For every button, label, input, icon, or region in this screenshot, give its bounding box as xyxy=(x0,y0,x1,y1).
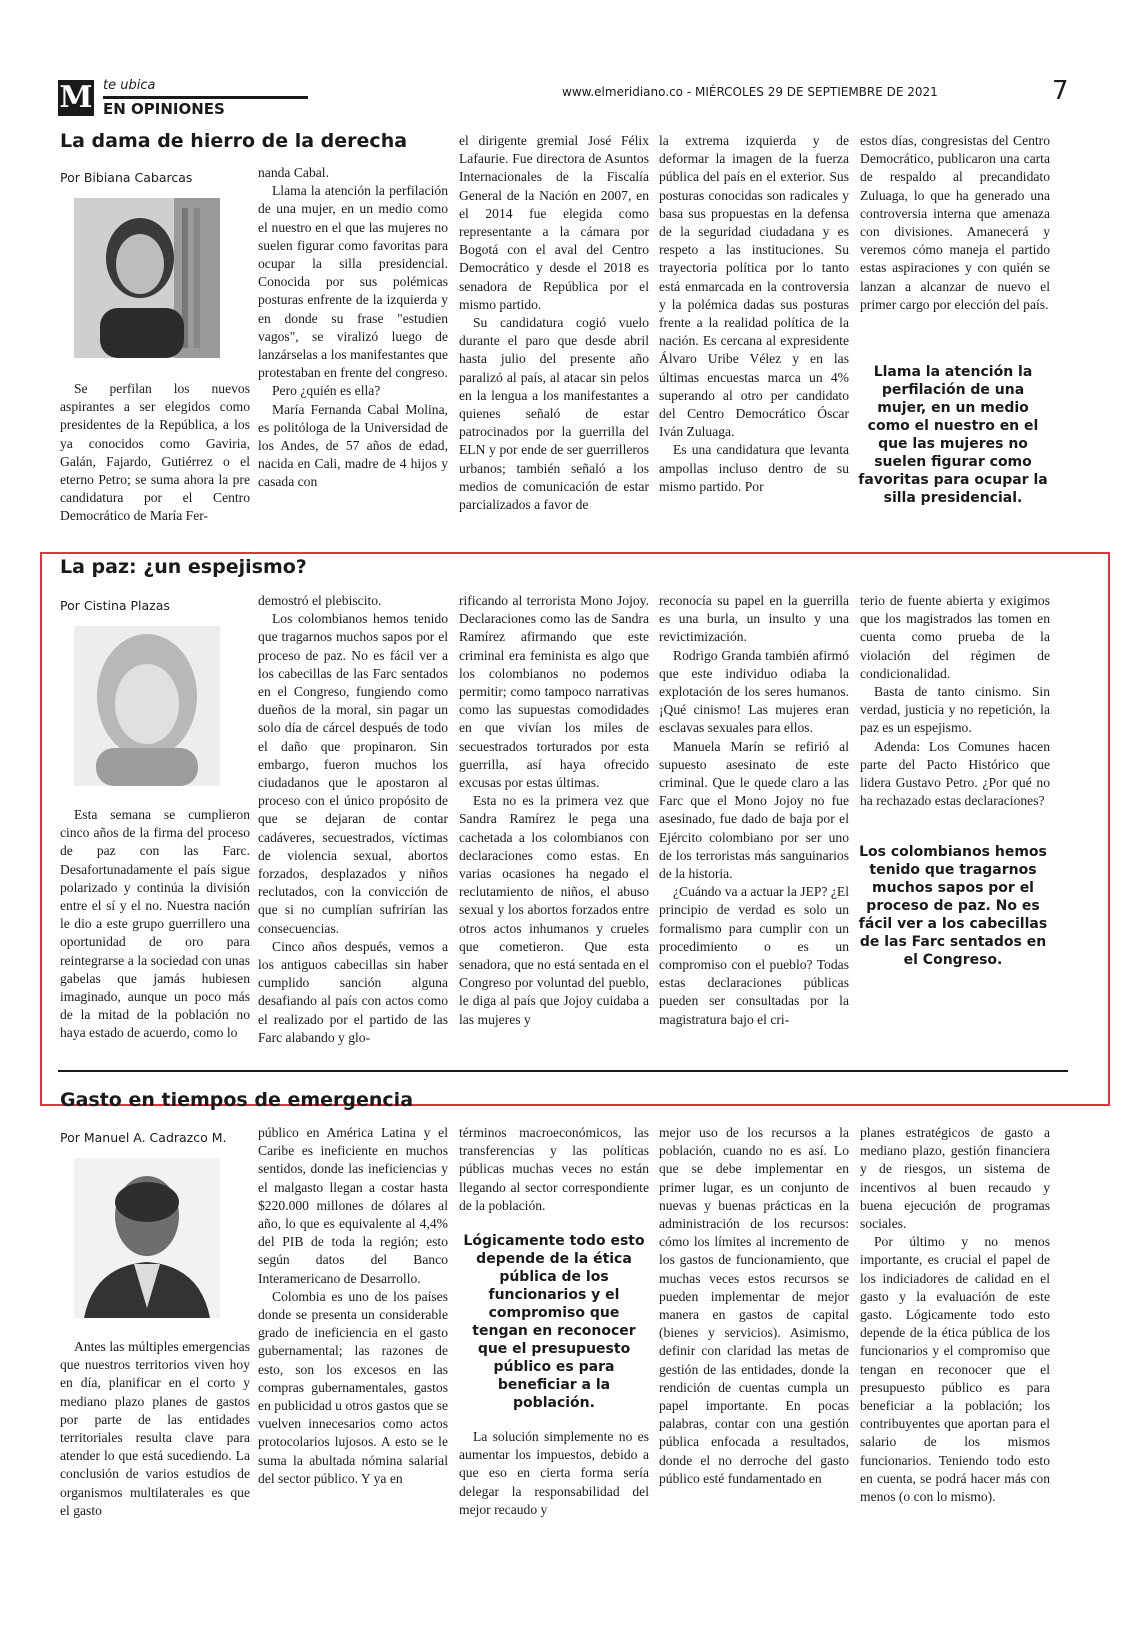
paragraph: mejor uso de los recursos a la población, cuando no es así. Lo que se debe implementar en primer lugar, es un conjunto de nuevas y buenas prácticas en la administración de los recursos: cómo los límites al incremento de los gastos de funcionamiento, que muchas veces estos recursos se pueden implementar de mejor manera en gastos de capital (bienes y servicios). Asimismo, definir con claridad las metas de gestión de las entidades, donde la rendición de cuentas cumpla un papel importante. En pocas palabras, contar con una gestión pública enfocada a resultados, donde el no derroche del gasto público esté fundamentado en xyxy=(659,1125,849,1486)
paragraph: Su candidatura cogió vuelo durante el paro que desde abril hasta julio del presente año paralizó al país, al atacar sin pelos en la lengua a los manifestantes a quienes señaló de estar patrocinados por la guerrilla del ELN y por ende de ser guerrilleros urbanos; también señaló a los medios de comunicación de estar parcializados a favor de xyxy=(459,315,649,513)
paragraph: Llama la atención la perfilación de una mujer, en un medio como el nuestro en el que las mujeres no suelen figurar como favoritas para ocupar la silla presidencial. Conocida por sus polémicas posturas enfrente de la izquierda y en donde su frase "estudien vagos", se viralizó luego de lanzárselas a los manifestantes que protestaban en frente del congreso. xyxy=(258,183,448,381)
page-number: 7 xyxy=(1052,76,1069,106)
paragraph: Colombia es uno de los países donde se presenta un considerable grado de ineficiencia en el gasto gubernamental; las razones de esto, son los excesos en las compras gubernamentales, gastos en publicidad u otros gastos que se vuelven innecesarios como actos protocolarios lujosos. A esto se le suma la abultada nómina salarial del sector público. Y ya en xyxy=(258,1288,448,1486)
article-title: La dama de hierro de la derecha xyxy=(60,130,408,152)
paragraph: María Fernanda Cabal Molina, es politóloga de la Universidad de los Andes, de 57 años de edad, nacida en Cali, madre de 4 hijos y casada con xyxy=(258,401,448,490)
paragraph: Esta no es la primera vez que Sandra Ramírez le pega una cachetada a los colombianos con declaraciones como estas. En varias ocasiones ha negado el reclutamiento de niños, el abuso sexual y los abortos forzados entre otros actos inhumanos y crueles que cometieron. Que esta senadora, que no está sentada en el Congreso por voluntad del pueblo, le diga al país que Jojoy cuidaba a las mujeres y xyxy=(459,793,649,1027)
paragraph: Pero ¿quién es ella? xyxy=(272,383,381,399)
pull-quote: Llama la atención la perfilación de una mujer, en un medio como el nuestro en el que las mujeres no suelen figurar como favoritas para ocupar la silla presidencial. xyxy=(858,364,1048,506)
article-column xyxy=(60,806,250,1043)
paragraph: Esta semana se cumplieron cinco años de la firma del proceso de paz con las Farc. Desafortunadamente el país sigue polarizado y continúa la división entre el sí y el no. Nuestra nación le dio a este grupo guerrillero una oportunidad de oro para reintegrarse a la sociedad con unas gabelas que jamás hubiesen imaginado, aunque un poco más de la mitad de la población no haya estado de acuerdo, como lo xyxy=(60,807,250,1041)
section-name: EN OPINIONES xyxy=(103,100,225,118)
article-byline: Por Manuel A. Cadrazco M. xyxy=(60,1130,227,1145)
paragraph: Los colombianos hemos tenido que tragarnos muchos sapos por el proceso de paz. No es fácil ver a los cabecillas de las Farc sentados en el Congreso, fungiendo como dueños de la moral, sin pagar un solo día de cárcel después de todo el daño que propinaron. Sin embargo, fueron muchos los ciudadanos que le apostaron al proceso con el único propósito de que se dejaran de contar cadáveres, secuestrados, víctimas de violencia sexual, abortos forzados, desplazados y niños reclutados, con la convicción de que si no cumplían sufrirían las consecuencias. xyxy=(258,611,448,936)
header-meta: www.elmeridiano.co - MIÉRCOLES 29 DE SEPTIEMBRE DE 2021 xyxy=(562,85,938,99)
logo: M xyxy=(59,80,93,115)
article-column xyxy=(659,592,849,1029)
paragraph: planes estratégicos de gasto a mediano plazo, gestión financiera y de riesgos, un sistema de incentivos al buen recaudo y buena ejecución de programas sociales. xyxy=(860,1125,1050,1232)
paragraph: ¿Cuándo va a actuar la JEP? ¿El principio de verdad es solo un formalismo para cumplir con un procedimiento o es un compromiso con el pueblo? Todas estas declaraciones públicas pueden ser consultadas por la magistratura bajo el cri- xyxy=(659,884,849,1027)
article-column xyxy=(459,1428,649,1519)
paragraph: La solución simplemente no es aumentar los impuestos, debido a que eso en cierta forma sería delegar la responsabilidad del mejor recaudo y xyxy=(459,1429,649,1517)
header-rule xyxy=(103,96,308,99)
article-column xyxy=(659,1124,849,1488)
article-column xyxy=(860,132,1050,314)
section-rule xyxy=(58,1070,1068,1072)
paragraph: demostró el plebiscito. xyxy=(258,593,382,608)
pull-quote: Lógicamente todo esto depende de la ética pública de los funcionarios y el compromiso que tengan en reconocer que el presupuesto público es para beneficiar a la población. xyxy=(463,1233,645,1411)
paragraph: Basta de tanto cinismo. Sin verdad, justicia y no repetición, la paz es un espejismo. xyxy=(860,684,1050,736)
article-column xyxy=(459,132,649,514)
paragraph: público en América Latina y el Caribe es ineficiente en muchos sentidos, donde las ineficiencias y el malgasto llegan a costar hasta $220.000 millones de dólares al año, lo que es equivalente al 4,4% del PIB de toda la región; esto según datos del Banco Interamericano de Desarrollo. xyxy=(258,1125,448,1286)
author-photo xyxy=(74,1158,220,1318)
article-column xyxy=(659,132,849,496)
paragraph: Rodrigo Granda también afirmó que este individuo odiaba la explotación de los seres humanos. ¡Qué cinismo! Las mujeres eran esclavas sexuales para ellos. xyxy=(659,647,849,736)
article-column xyxy=(459,1124,649,1215)
paragraph: Es una candidatura que levanta ampollas incluso dentro de su mismo partido. Por xyxy=(659,442,849,494)
article-column xyxy=(258,164,448,492)
paragraph: Manuela Marín se refirió al supuesto asesinato de este criminal. Que le quede claro a las Farc que el Mono Jojoy no fue asesinado, fue dado de baja por el Ejército colombiano por ser uno de los terroristas más sanguinarios de la historia. xyxy=(659,738,849,882)
article-column xyxy=(60,1338,250,1520)
paragraph: el dirigente gremial José Félix Lafaurie. Fue directora de Asuntos Internacionales de la Fiscalía General de la Nación en 2007, en el 2014 fue elegida como representante a la cámara por Bogotá con el aval del Centro Democrático y desde el 2018 es senadora de República por el mismo partido. xyxy=(459,133,649,312)
article-column xyxy=(258,1124,448,1488)
paragraph: Se perfilan los nuevos aspirantes a ser elegidos como presidentes de la República, a los ya conocidos como Gaviria, Galán, Fajardo, Gutiérrez o el eterno Petro; se suma ahora la pre candidatura por el Centro Democrático de María Fer- xyxy=(60,381,250,524)
article-column xyxy=(258,592,448,1047)
paragraph: términos macroeconómicos, las transferencias y las políticas públicas muchas veces no están llegando al sector correspondiente de la población. xyxy=(459,1125,649,1213)
paragraph: reconocía su papel en la guerrilla es una burla, un insulto y una revictimización. xyxy=(659,593,849,645)
article-byline: Por Cistina Plazas xyxy=(60,598,170,613)
paragraph: rificando al terrorista Mono Jojoy. Declaraciones como las de Sandra Ramírez afirmando que este criminal era feminista es algo que los colombianos no podemos permitir; como tampoco narrativas como las supuestas comodidades en que vivían los miles de secuestrados torturados por esta guerrilla, así haya ofrecido excusas por estas últimas. xyxy=(459,593,649,791)
paragraph: estos días, congresistas del Centro Democrático, publicaron una carta de respaldo al precandidato Zuluaga, lo que ha generado una controversia interna que amenaza con divisiones. Amanecerá y veremos cómo maneja el partido estas aspiraciones y con quién se lanzan a alcanzar de nuevo el primer cargo por elección del país. xyxy=(860,133,1050,312)
article-column xyxy=(60,380,250,526)
pull-quote: Los colombianos hemos tenido que tragarnos muchos sapos por el proceso de paz. No es fácil ver a los cabecillas de las Farc sentados en el Congreso. xyxy=(858,844,1048,968)
author-photo xyxy=(74,198,220,358)
paragraph: Cinco años después, vemos a los antiguos cabecillas sin haber cumplido sanción alguna desafiando al país con actos como el realizado por el partido de las Farc alabando y glo- xyxy=(258,938,448,1045)
paragraph: nanda Cabal. xyxy=(258,165,329,180)
tagline: te ubica xyxy=(103,78,156,93)
paragraph: Por último y no menos importante, es crucial el papel de los indiciadores de calidad en el gasto y la evaluación de este gasto. Lógicamente todo esto depende de la ética pública de los funcionarios y el compromiso que tengan en reconocer que el presupuesto público es para beneficiar a la población; los contribuyentes que aportan para el salario de los mismos funcionarios. Teniendo todo esto en cuenta, se podrá hacer más con menos (o con lo mismo). xyxy=(860,1234,1050,1505)
paragraph: terio de fuente abierta y exigimos que los magistrados las tomen en cuenta como prueba de la violación del régimen de condicionalidad. xyxy=(860,593,1050,681)
paragraph: la extrema izquierda y de deformar la imagen de la fuerza pública del país en el exterior. Sus posturas conocidas son radicales y basa sus propuestas en la defensa de la seguridad ciudadana y es respeto a las instituciones. Su trayectoria política por lo tanto está enmarcada en la controversia y la polémica dadas sus posturas frente a la realidad política de la nación. Es cercana al expresidente Álvaro Uribe Vélez y en las últimas encuestas marca un 4% superando al otro per candidato del Centro Democrático Óscar Iván Zuluaga. xyxy=(659,133,849,440)
article-column xyxy=(860,592,1050,810)
article-column xyxy=(860,1124,1050,1506)
article-title: La paz: ¿un espejismo? xyxy=(60,556,307,578)
article-title: Gasto en tiempos de emergencia xyxy=(60,1089,414,1111)
paragraph: Antes las múltiples emergencias que nuestros territorios viven hoy en día, planificar en el corto y mediano plazo planes de gastos por parte de las entidades territoriales resulta clave para atender lo que está sucediendo. La conclusión de varios estudios de organismos multilaterales es que el gasto xyxy=(60,1339,250,1518)
article-byline: Por Bibiana Cabarcas xyxy=(60,170,193,185)
author-photo xyxy=(74,626,220,786)
paragraph: Adenda: Los Comunes hacen parte del Pacto Histórico que lidera Gustavo Petro. ¿Por qué no ha rechazado estas declaraciones? xyxy=(860,738,1050,809)
article-column xyxy=(459,592,649,1029)
